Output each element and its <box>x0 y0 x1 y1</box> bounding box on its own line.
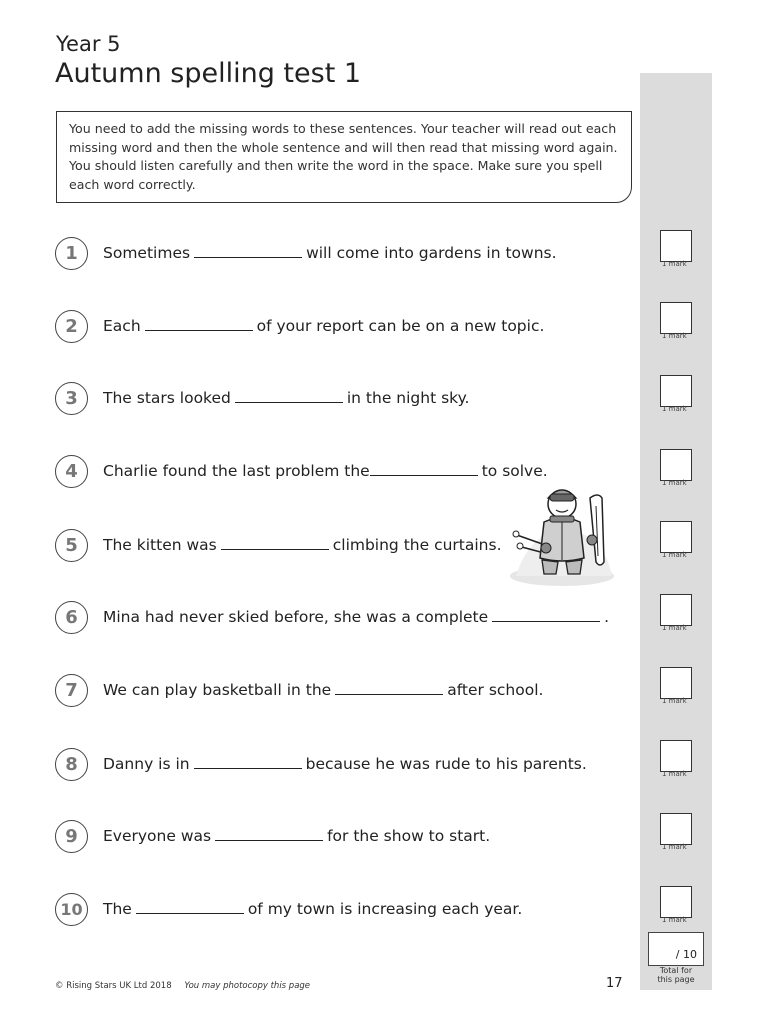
mark-box-4[interactable] <box>660 449 692 481</box>
mark-label: 1 mark <box>662 479 687 487</box>
answer-blank[interactable] <box>215 828 323 841</box>
mark-box-10[interactable] <box>660 886 692 918</box>
skier-child-icon <box>508 476 616 588</box>
footer <box>55 981 310 991</box>
mark-label: 1 mark <box>662 916 687 924</box>
question-text: The kitten was climbing the curtains. <box>103 536 502 554</box>
question-8 <box>55 746 587 782</box>
question-number: 5 <box>55 529 88 562</box>
total-score-box[interactable]: / 10 <box>648 932 704 966</box>
mark-label: 1 mark <box>662 624 687 632</box>
answer-blank[interactable] <box>221 537 329 550</box>
question-text: Mina had never skied before, she was a complete . <box>103 608 610 626</box>
mark-label: 1 mark <box>662 697 687 705</box>
mark-box-9[interactable] <box>660 813 692 845</box>
answer-blank[interactable] <box>370 463 478 476</box>
question-5 <box>55 527 502 563</box>
question-text: Everyone was for the show to start. <box>103 827 491 845</box>
question-number: 9 <box>55 820 88 853</box>
year-heading: Year 5 <box>56 32 121 56</box>
question-2 <box>55 308 544 344</box>
mark-label: 1 mark <box>662 260 687 268</box>
question-7 <box>55 672 543 708</box>
question-text: The of my town is increasing each year. <box>103 900 523 918</box>
answer-blank[interactable] <box>194 756 302 769</box>
question-text: The stars looked in the night sky. <box>103 389 470 407</box>
page-title: Autumn spelling test 1 <box>55 58 362 89</box>
question-number: 4 <box>55 455 88 488</box>
question-9 <box>55 818 490 854</box>
mark-label: 1 mark <box>662 332 687 340</box>
question-number: 3 <box>55 382 88 415</box>
answer-blank[interactable] <box>235 390 343 403</box>
question-text: Charlie found the last problem the to solve. <box>103 462 548 480</box>
total-label: Total for this page <box>657 966 695 984</box>
mark-box-8[interactable] <box>660 740 692 772</box>
page-number: 17 <box>606 976 623 991</box>
mark-label: 1 mark <box>662 843 687 851</box>
question-text: We can play basketball in the after school. <box>103 681 544 699</box>
mark-box-5[interactable] <box>660 521 692 553</box>
question-number: 2 <box>55 310 88 343</box>
mark-label: 1 mark <box>662 405 687 413</box>
question-6 <box>55 599 609 635</box>
answer-blank[interactable] <box>194 245 302 258</box>
mark-box-6[interactable] <box>660 594 692 626</box>
answer-blank[interactable] <box>136 901 244 914</box>
mark-box-7[interactable] <box>660 667 692 699</box>
mark-box-1[interactable] <box>660 230 692 262</box>
answer-blank[interactable] <box>492 609 600 622</box>
photocopy-note: You may photocopy this page <box>184 981 311 991</box>
question-number: 6 <box>55 601 88 634</box>
question-text: Danny is in because he was rude to his parents. <box>103 755 587 773</box>
question-number: 10 <box>55 893 88 926</box>
answer-blank[interactable] <box>145 318 253 331</box>
question-3 <box>55 380 469 416</box>
question-number: 7 <box>55 674 88 707</box>
question-text: Sometimes will come into gardens in towns. <box>103 244 557 262</box>
question-number: 8 <box>55 748 88 781</box>
mark-label: 1 mark <box>662 770 687 778</box>
answer-blank[interactable] <box>335 682 443 695</box>
copyright-text: © Rising Stars UK Ltd 2018 <box>55 981 172 991</box>
mark-box-3[interactable] <box>660 375 692 407</box>
question-1 <box>55 235 557 271</box>
question-10 <box>55 891 522 927</box>
question-text: Each of your report can be on a new topic. <box>103 317 545 335</box>
mark-label: 1 mark <box>662 551 687 559</box>
question-4 <box>55 453 548 489</box>
instructions-box: You need to add the missing words to these sentences. Your teacher will read out each missing word and then the whole sentence and will then read that missing word again. You should listen carefully and then write the word in the space. Make sure you spell each word correctly. <box>56 111 632 203</box>
mark-box-2[interactable] <box>660 302 692 334</box>
question-number: 1 <box>55 237 88 270</box>
